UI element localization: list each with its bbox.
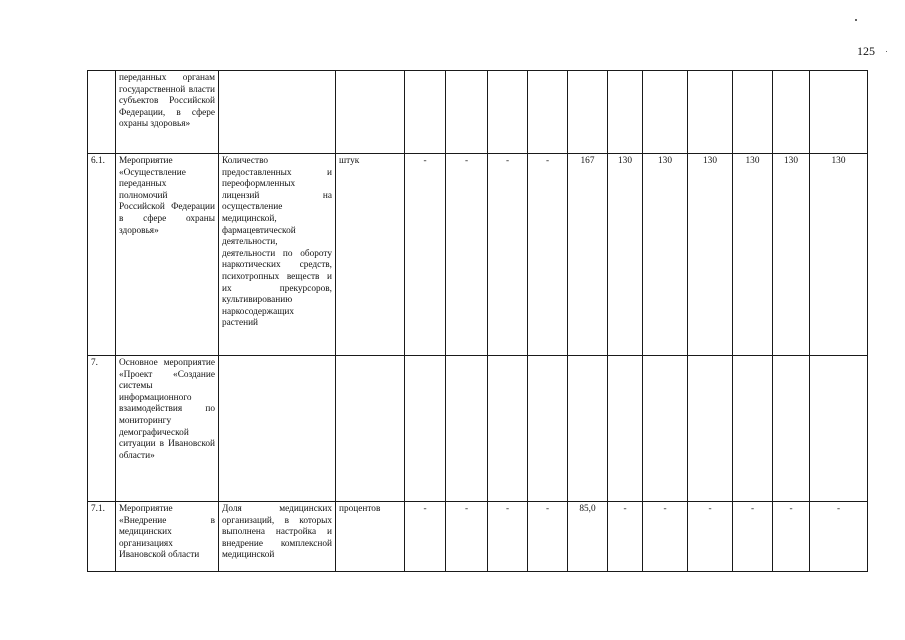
- row-value: [488, 356, 528, 502]
- row-value: 130: [688, 154, 733, 356]
- row-value: [568, 356, 608, 502]
- row-unit: [336, 356, 405, 502]
- row-value: [810, 356, 868, 502]
- row-value: [733, 356, 773, 502]
- table-row: [88, 154, 868, 356]
- row-value: [773, 71, 810, 154]
- row-value: 130: [773, 154, 810, 356]
- row-unit: процентов: [336, 502, 405, 572]
- row-value: [608, 71, 643, 154]
- row-value: [528, 71, 568, 154]
- row-value: -: [405, 154, 446, 356]
- row-value: -: [810, 502, 868, 572]
- row-value: [405, 356, 446, 502]
- row-value: -: [528, 502, 568, 572]
- row-value: 130: [643, 154, 688, 356]
- row-value: -: [608, 502, 643, 572]
- row-value: 130: [810, 154, 868, 356]
- table-row: [88, 356, 868, 502]
- row-value: -: [528, 154, 568, 356]
- page-number: 125: [857, 44, 875, 58]
- scan-speck: [886, 51, 887, 52]
- row-value: [643, 356, 688, 502]
- row-value: -: [688, 502, 733, 572]
- row-name: Мероприятие «Осуществление переданных полномочий Российской Федерации в сфере охраны здоровья»: [116, 154, 219, 356]
- indicators-table: [87, 70, 868, 572]
- row-value: 167: [568, 154, 608, 356]
- row-number: 7.: [88, 356, 116, 502]
- row-value: [488, 71, 528, 154]
- row-number: [88, 71, 116, 154]
- row-value: [688, 71, 733, 154]
- row-value: [405, 71, 446, 154]
- row-name: Мероприятие «Внедрение в медицинских организациях Ивановской области: [116, 502, 219, 572]
- row-value: -: [488, 502, 528, 572]
- row-value: [446, 356, 488, 502]
- row-value: [773, 356, 810, 502]
- row-unit: штук: [336, 154, 405, 356]
- row-name: переданных органам государственной власти субъектов Российской Федерации, в сфере охраны здоровья»: [116, 71, 219, 154]
- scan-speck: [855, 19, 857, 21]
- row-indicator: Количество предоставленных и переоформленных лицензий на осуществление медицинской, фармацевтической деятельности, деятельности по обороту наркотических средств, психотропных веществ и их прекурсоров, культивированию наркосодержащих растений: [219, 154, 336, 356]
- row-value: 85,0: [568, 502, 608, 572]
- row-value: [446, 71, 488, 154]
- row-number: 6.1.: [88, 154, 116, 356]
- row-value: -: [643, 502, 688, 572]
- table-row: [88, 502, 868, 572]
- row-value: [608, 356, 643, 502]
- row-indicator: [219, 71, 336, 154]
- row-value: -: [773, 502, 810, 572]
- row-value: [528, 356, 568, 502]
- row-value: 130: [733, 154, 773, 356]
- table-row: [88, 71, 868, 154]
- row-value: [810, 71, 868, 154]
- row-value: -: [446, 154, 488, 356]
- row-indicator: [219, 356, 336, 502]
- row-unit: [336, 71, 405, 154]
- row-name: Основное мероприятие «Проект «Создание системы информационного взаимодействия по мониторингу демографической ситуации в Ивановской области»: [116, 356, 219, 502]
- row-value: [733, 71, 773, 154]
- row-value: -: [446, 502, 488, 572]
- row-value: [568, 71, 608, 154]
- row-indicator: Доля медицинских организаций, в которых выполнена настройка и внедрение комплексной медицинской: [219, 502, 336, 572]
- row-value: 130: [608, 154, 643, 356]
- row-value: -: [733, 502, 773, 572]
- row-value: [688, 356, 733, 502]
- row-value: -: [488, 154, 528, 356]
- row-value: -: [405, 502, 446, 572]
- row-value: [643, 71, 688, 154]
- row-number: 7.1.: [88, 502, 116, 572]
